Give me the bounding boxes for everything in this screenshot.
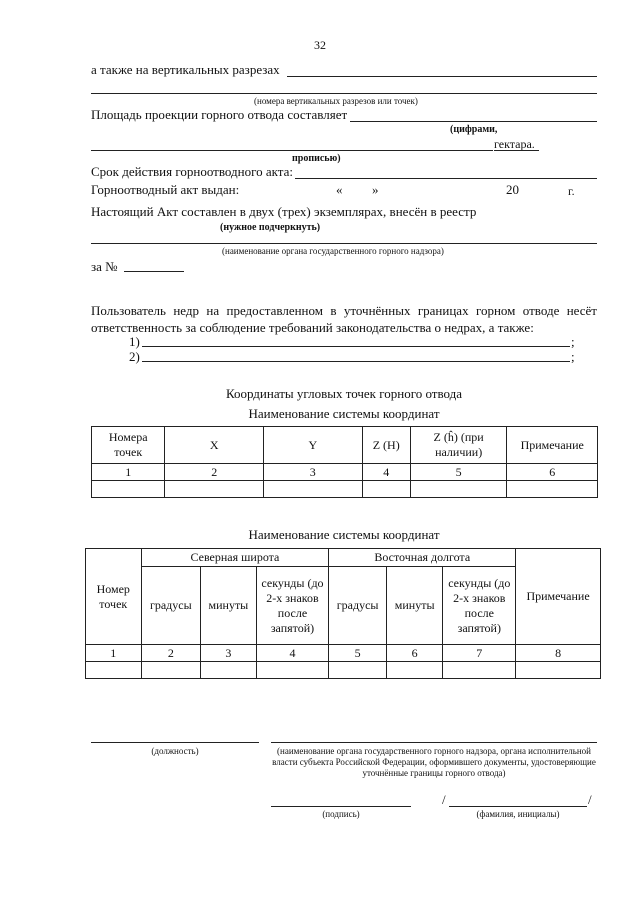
number-label: за № bbox=[91, 259, 118, 274]
table2-cell[interactable] bbox=[329, 662, 387, 679]
geo-coordinates-table bbox=[85, 548, 601, 679]
table2-header-east: Восточная долгота bbox=[329, 549, 516, 567]
table2-header-east-minutes: минуты bbox=[386, 567, 443, 645]
position-field[interactable] bbox=[91, 742, 259, 743]
table1-header-point: Номера точек bbox=[92, 427, 165, 464]
table1-cell[interactable] bbox=[410, 481, 507, 498]
table2-header-north-seconds: секунды (до 2-х знаков после запятой) bbox=[256, 567, 329, 645]
table1-header-y: Y bbox=[264, 427, 363, 464]
table2-number-row bbox=[86, 645, 601, 662]
table2-num-6: 6 bbox=[386, 645, 443, 662]
copies-label: Настоящий Акт составлен в двух (трех) экземплярах, внесён в реестр bbox=[91, 204, 477, 219]
authority-signature-hint: (наименование органа государственного горного надзора, органа исполнительной власти субъекта Российской Федерации, оформившего документы, удостоверяющие уточнённые границы горного отвода) bbox=[272, 746, 596, 778]
quote-open: « bbox=[336, 182, 343, 197]
table2-cell[interactable] bbox=[86, 662, 142, 679]
table1-cell[interactable] bbox=[264, 481, 363, 498]
table2-header-east-seconds: секунды (до 2-х знаков после запятой) bbox=[443, 567, 516, 645]
table1-num-1: 1 bbox=[92, 464, 165, 481]
responsibility-text: Пользователь недр на предоставленном в уточнённых границах горном отводе несёт ответственность за соблюдение требований законодательства о недрах, а также: bbox=[91, 303, 597, 335]
table2-cell[interactable] bbox=[516, 662, 601, 679]
item-2-field[interactable] bbox=[142, 361, 570, 362]
area-label: Площадь проекции горного отвода составляет bbox=[91, 107, 348, 122]
name-hint: (фамилия, инициалы) bbox=[476, 809, 560, 819]
table1-cell[interactable] bbox=[507, 481, 598, 498]
table1-header-z-optional: Z (ĥ) (при наличии) bbox=[410, 427, 507, 464]
vertical-sections-hint: (номера вертикальных разрезов или точек) bbox=[254, 96, 418, 106]
year-suffix: г. bbox=[568, 184, 575, 198]
table1-num-5: 5 bbox=[410, 464, 507, 481]
table1-cell[interactable] bbox=[362, 481, 410, 498]
table2-num-3: 3 bbox=[201, 645, 257, 662]
item-2-number: 2) bbox=[129, 349, 140, 364]
page-number: 32 bbox=[314, 38, 326, 52]
table2-num-1: 1 bbox=[86, 645, 142, 662]
table2-cell[interactable] bbox=[256, 662, 329, 679]
table1-header-note: Примечание bbox=[507, 427, 598, 464]
authority-signature-field[interactable] bbox=[271, 742, 597, 743]
signature-field[interactable] bbox=[271, 806, 411, 807]
copies-hint: (нужное подчеркнуть) bbox=[220, 222, 321, 233]
name-field[interactable] bbox=[449, 806, 587, 807]
validity-field[interactable] bbox=[295, 178, 597, 179]
table1-header-z-h: Z (H) bbox=[362, 427, 410, 464]
area-unit-underline bbox=[494, 150, 539, 151]
area-field[interactable] bbox=[350, 121, 597, 122]
validity-label: Срок действия горноотводного акта: bbox=[91, 164, 293, 179]
table2-subtitle: Наименование системы координат bbox=[248, 527, 440, 542]
authority-field[interactable] bbox=[91, 243, 597, 244]
table2-header-north: Северная широта bbox=[141, 549, 329, 567]
table1-header-row bbox=[92, 427, 598, 464]
item-2-semicolon: ; bbox=[571, 349, 575, 364]
quote-close: » bbox=[372, 182, 379, 197]
table2-header-point: Номер точек bbox=[86, 549, 142, 645]
table2-header-north-degrees: градусы bbox=[141, 567, 201, 645]
year-prefix: 20 bbox=[506, 182, 519, 197]
table2-num-8: 8 bbox=[516, 645, 601, 662]
area-hint-unit: гектара. bbox=[494, 137, 535, 151]
table2-cell[interactable] bbox=[201, 662, 257, 679]
authority-hint: (наименование органа государственного горного надзора) bbox=[222, 246, 444, 256]
issued-label: Горноотводный акт выдан: bbox=[91, 182, 240, 197]
table2-empty-row[interactable] bbox=[86, 662, 601, 679]
table2-num-5: 5 bbox=[329, 645, 387, 662]
slash-right: / bbox=[588, 792, 592, 807]
item-1-field[interactable] bbox=[142, 346, 570, 347]
table2-num-4: 4 bbox=[256, 645, 329, 662]
table1-subtitle: Наименование системы координат bbox=[248, 406, 440, 421]
area-words-field[interactable] bbox=[91, 150, 493, 151]
table1-title: Координаты угловых точек горного отвода bbox=[225, 386, 463, 401]
table2-header-north-minutes: минуты bbox=[201, 567, 257, 645]
area-hint-digits: (цифрами, bbox=[450, 124, 498, 135]
table1-num-4: 4 bbox=[362, 464, 410, 481]
table1-empty-row[interactable] bbox=[92, 481, 598, 498]
vertical-sections-field-2[interactable] bbox=[91, 93, 597, 94]
table1-num-6: 6 bbox=[507, 464, 598, 481]
item-1-semicolon: ; bbox=[571, 334, 575, 349]
table2-cell[interactable] bbox=[141, 662, 201, 679]
vertical-sections-label: а также на вертикальных разрезах bbox=[91, 62, 280, 77]
table2-cell[interactable] bbox=[443, 662, 516, 679]
slash-left: / bbox=[442, 792, 446, 807]
table1-num-2: 2 bbox=[165, 464, 264, 481]
coordinates-table bbox=[91, 426, 598, 498]
table1-num-3: 3 bbox=[264, 464, 363, 481]
table2-num-7: 7 bbox=[443, 645, 516, 662]
number-field[interactable] bbox=[124, 271, 184, 272]
table2-header-east-degrees: градусы bbox=[329, 567, 387, 645]
signature-hint: (подпись) bbox=[322, 809, 360, 819]
table2-num-2: 2 bbox=[141, 645, 201, 662]
table1-cell[interactable] bbox=[165, 481, 264, 498]
item-1-number: 1) bbox=[129, 334, 140, 349]
table2-group-row bbox=[86, 549, 601, 567]
vertical-sections-field[interactable] bbox=[287, 76, 597, 77]
table2-header-note: Примечание bbox=[516, 549, 601, 645]
area-hint-words: прописью) bbox=[292, 153, 341, 164]
table2-cell[interactable] bbox=[386, 662, 443, 679]
position-hint: (должность) bbox=[151, 746, 199, 756]
table1-number-row bbox=[92, 464, 598, 481]
table1-cell[interactable] bbox=[92, 481, 165, 498]
table1-header-x: X bbox=[165, 427, 264, 464]
